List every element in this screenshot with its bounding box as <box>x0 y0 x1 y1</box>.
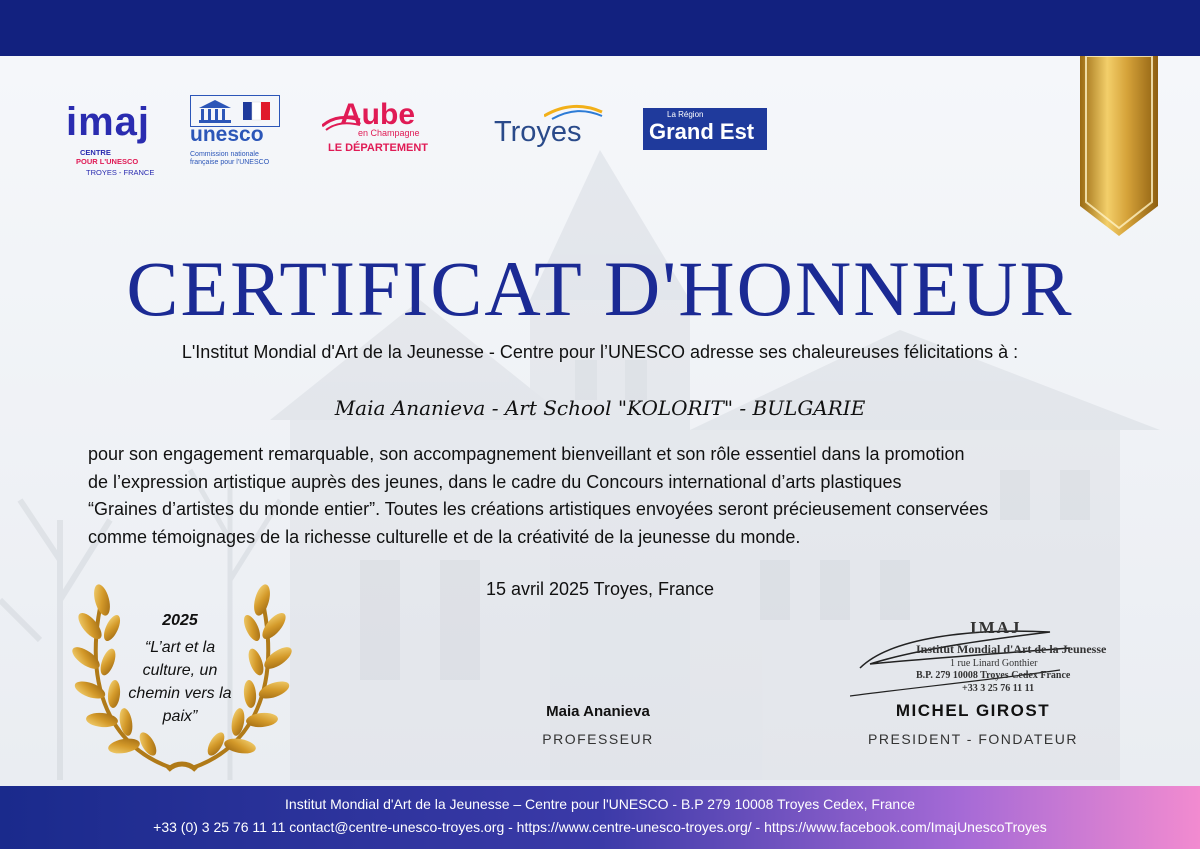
body-line-1: pour son engagement remarquable, son accompagnement bienveillant et son rôle essentiel dans la promotion <box>88 444 965 464</box>
unesco-logo <box>190 95 290 175</box>
body-line-3: “Graines d’artistes du monde entier”. Toutes les créations artistiques envoyées seront précieusement conservées <box>88 499 989 519</box>
aube-logo-sub: en Champagne <box>358 128 420 138</box>
unesco-caption-line2: française pour l'UNESCO <box>190 159 270 166</box>
stamp-line-1: IMAJ <box>970 618 1022 637</box>
left-signatory-name: Maia Ananieva <box>546 703 650 720</box>
grand-est-logo-word: Grand Est <box>649 119 755 144</box>
laurel-quote-line-3: chemin vers la <box>128 685 232 702</box>
stamp-line-4: B.P. 279 10008 Troyes Cedex France <box>916 670 1071 681</box>
recipient-name: Maia Ananieva - Art School "KOLORIT" - BULGARIE <box>334 396 866 420</box>
right-signatory-name: MICHEL GIROST <box>895 701 1051 720</box>
stamp-line-3: 1 rue Linard Gonthier <box>950 658 1038 669</box>
laurel-quote-line-4: paix” <box>162 708 198 725</box>
imaj-logo-line2: POUR L'UNESCO <box>76 157 139 166</box>
certificate-intro: L'Institut Mondial d'Art de la Jeunesse - Centre pour l’UNESCO adresse ses chaleureuses félicitations à : <box>181 342 1019 362</box>
footer-contact: +33 (0) 3 25 76 11 11 contact@centre-unesco-troyes.org - https://www.centre-unesco-troyes.org/ - https://www.facebook.com/ImajUnescoTroyes <box>153 819 1047 835</box>
imaj-logo <box>66 100 178 180</box>
laurel-quote <box>98 636 262 728</box>
aube-logo <box>322 98 442 158</box>
imaj-logo-line1: CENTRE <box>80 148 111 157</box>
unesco-temple-icon <box>191 96 279 126</box>
imaj-logo-line3: TROYES - FRANCE <box>86 168 155 177</box>
unesco-logo-word: unesco <box>190 123 264 146</box>
troyes-logo <box>494 104 614 164</box>
top-banner-bar <box>0 0 1200 56</box>
certificate-title: CERTIFICAT D'HONNEUR <box>126 245 1074 332</box>
laurel-quote-line-2: culture, un <box>142 662 218 679</box>
unesco-logo-caption <box>190 151 300 167</box>
gold-ribbon-decoration <box>1080 56 1158 236</box>
stamp-line-5: +33 3 25 76 11 11 <box>962 683 1035 694</box>
aube-logo-department: LE DÉPARTEMENT <box>328 142 429 154</box>
certificate-body <box>88 441 1118 551</box>
unesco-caption-line1: Commission nationale <box>190 151 259 158</box>
footer-bar <box>0 786 1200 849</box>
left-signatory-role: PROFESSEUR <box>542 731 654 747</box>
body-line-2: de l’expression artistique auprès des jeunes, dans le cadre du Concours international d’arts plastiques <box>88 471 902 492</box>
troyes-logo-word: Troyes <box>494 116 582 148</box>
body-line-4: comme témoignages de la richesse culturelle et de la créativité de la jeunesse du monde. <box>88 526 801 547</box>
stamp-line-2: Institut Mondial d'Art de la Jeunesse <box>916 642 1107 656</box>
right-signatory-role: PRESIDENT - FONDATEUR <box>868 731 1078 747</box>
grand-est-logo <box>643 108 767 150</box>
imaj-logo-word: imaj <box>66 100 151 144</box>
official-stamp <box>850 608 1110 704</box>
laurel-quote-line-1: “L’art et la <box>144 639 216 656</box>
laurel-year: 2025 <box>162 612 198 629</box>
footer-address: Institut Mondial d'Art de la Jeunesse – Centre pour l'UNESCO - B.P 279 10008 Troyes Cedex, France <box>285 796 915 812</box>
grand-est-logo-small: La Région <box>667 110 704 119</box>
aube-logo-word: Aube <box>340 98 415 131</box>
certificate-date: 15 avril 2025 Troyes, France <box>485 579 715 599</box>
